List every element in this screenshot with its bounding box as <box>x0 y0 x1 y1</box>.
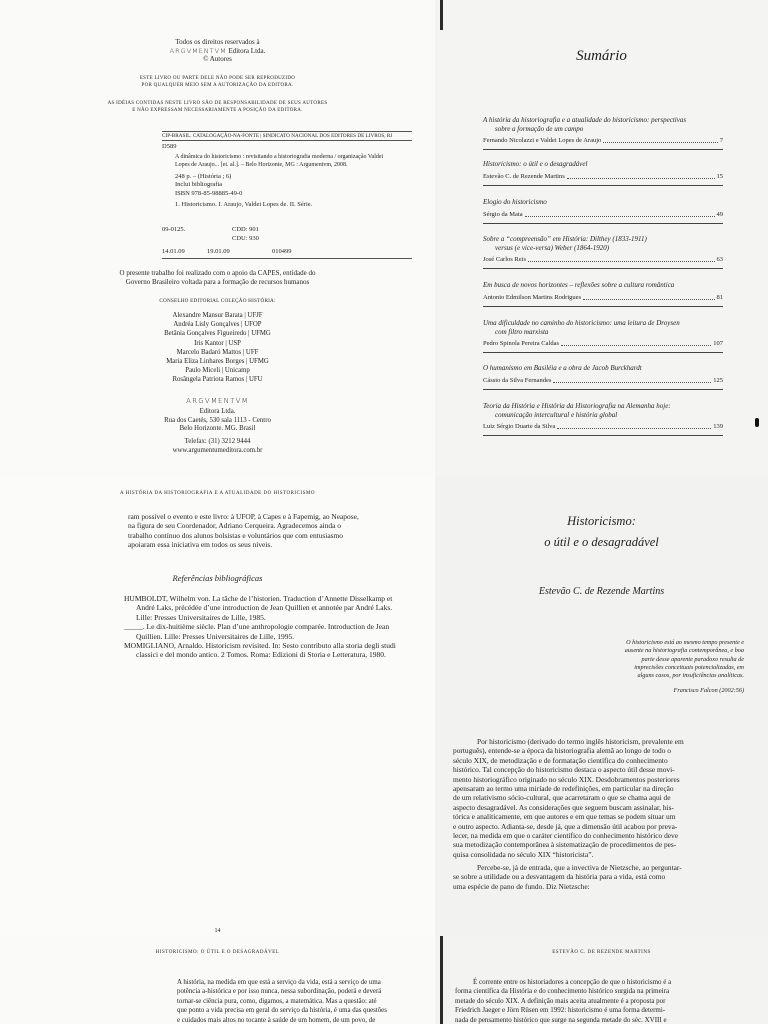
board-member: Rosângela Patriota Ramos | UFU <box>172 376 263 384</box>
publisher-logo-bottom: ARGVMENTVM <box>186 397 249 405</box>
toc-entry-subtitle: versus (e vice-versa) Weber (1864-1920) <box>495 243 610 252</box>
toc-rule <box>483 223 723 224</box>
chapter-paragraph-1 <box>453 737 729 859</box>
contents-title: Sumário <box>576 48 627 64</box>
text-line: que ponto a vida precisa em geral do serviço da história, é uma das questões <box>177 1007 387 1015</box>
toc-entry-page: 15 <box>716 172 723 180</box>
support-note <box>0 269 435 287</box>
text-line: Friedrich Jaeger e Jörn Rüsen em 1992: historicismo é uma forma determi- <box>455 1006 666 1015</box>
toc-entry-subtitle: sobre a formação de um campo <box>495 124 584 133</box>
text-line: apoiaram essa iniciativa em todos os seus níveis. <box>128 540 273 550</box>
cip-line: ISBN 978-85-98885-49-0 <box>175 189 243 197</box>
chapter-title-line2: o útil e o desagradável <box>544 535 659 549</box>
toc-leader-dots <box>567 173 715 179</box>
cip-code: D589 <box>162 143 177 150</box>
reference-entry: _____. Le dix-huitième siècle. Plan d’une anthropologie comparée. Introduction de Jean Quillien. Lille: Presses Universitaires de Lille, 1995. <box>124 622 390 641</box>
text-line: e outro aspecto. Adianta-se, desde já, que a dimensão útil acabou por preva- <box>453 821 678 831</box>
toc-entry-author: Luiz Sérgio Duarte da Silva <box>483 423 556 431</box>
toc-rule <box>483 306 723 307</box>
notice-reproduction <box>0 75 435 89</box>
toc-entry-row <box>483 137 723 145</box>
toc-leader-dots <box>603 137 717 143</box>
toc-entry-author: Sérgio da Mata <box>483 210 523 218</box>
chapter-opening-page <box>435 476 768 936</box>
text-line: português), entende-se a época da historiografia alemã ao longo de todo o <box>453 746 671 756</box>
notice2-line2: E NÃO EXPRESSAM NECESSARIAMENTE A POSIÇÃO DA EDITORA. <box>132 108 303 113</box>
text-page <box>435 936 768 1024</box>
binding-edge <box>440 0 443 30</box>
text-line: século XIX, de metodização e de formatação científica do conhecimento <box>453 755 668 765</box>
toc-entry <box>483 160 723 186</box>
text-line: ram possível o evento e este livro: à UFOP, à Capes e à Fapemig, ao Neapose, <box>128 512 359 521</box>
cdd: CDD: 901 <box>232 226 259 233</box>
cip-record <box>175 153 425 209</box>
reference-entry: MOMIGLIANO, Arnaldo. Historicism revisited. In: Sesto contributo alla storia degli studi classici e del mondo antico. 2 Tomos. Roma: Edizioni di Storia e Letteratura, 1980. <box>124 641 396 660</box>
text-line: lecer, na medida em que o caráter científico do conhecimento histórico deve <box>453 831 679 841</box>
address-line1: Rua dos Caetés, 530 sala 1113 - Centro <box>164 416 271 424</box>
acknowledgements-paragraph <box>128 512 400 550</box>
board-member: Iris Kantor | USP <box>194 339 241 347</box>
references-title: Referências bibliográficas <box>172 573 263 583</box>
toc-entry-row <box>483 256 723 264</box>
cip-header: CIP-BRASIL. CATALOGAÇÃO-NA-FONTE | SINDICATO NACIONAL DOS EDITORES DE LIVROS, RJ <box>162 133 393 139</box>
toc-entry-subtitle: comunicação intercultural e história global <box>495 410 618 419</box>
toc-entry-author: Fernando Nicolazzi e Valdei Lopes de Araujo <box>483 137 602 145</box>
text-line: potência a-histórica e por isso nunca, nessa subordinação, poderá e deverá <box>177 988 382 996</box>
epigraph-author: Francisco Falcon (2002:56) <box>673 687 744 694</box>
date2: 19.01.09 <box>207 248 230 255</box>
rights-line: Todos os direitos reservados à <box>175 38 260 46</box>
reference-entry: HUMBOLDT, Wilhelm von. La tâche de l’historien. Traduction d’Annette Disselkamp et André Laks, précédée d’une introduction de Jean Quillien et annotée par André Laks. Lille: Presses Universitaires de Lille, 1985. <box>124 594 393 622</box>
notice1-line1: ESTE LIVRO OU PARTE DELE NÃO PODE SER REPRODUZIDO <box>139 76 296 81</box>
notice1-line2: POR QUALQUER MEIO SEM A AUTORIZAÇÃO DA EDITORA. <box>141 83 294 88</box>
publisher-name: Editora Ltda. <box>199 408 236 415</box>
toc-entry-page: 7 <box>719 137 723 145</box>
text-line: mento historiográfico originado no século XIX. Desdobramentos posteriores <box>453 774 680 784</box>
rights-block <box>0 38 435 64</box>
toc-rule <box>483 149 723 150</box>
toc-rule <box>483 185 723 186</box>
cip-line: A dinâmica do historicismo : revisitando a historiografia moderna / organização Valdei <box>175 154 384 160</box>
website: www.argumentumeditora.com.br <box>172 446 263 454</box>
cip-number: 09-0125. <box>162 226 186 233</box>
toc-entry-title: Teoria da História e História da Historiografia na Alemanha hoje: <box>483 402 671 410</box>
text-line: apensaram ao termo uma miríade de redefinições, em particular na direção <box>453 784 674 794</box>
cdu: CDU: 930 <box>232 235 259 242</box>
cip-line: 1. Historicismo. I. Araujo, Valdei Lopes de. II. Série. <box>175 201 313 209</box>
epigraph <box>574 639 744 680</box>
support-line2: Governo Brasileiro voltada para a formação de recursos humanos <box>125 278 310 286</box>
toc-entry-page: 125 <box>713 376 723 384</box>
toc-leader-dots <box>561 340 711 346</box>
board-member: Marcelo Badaró Mattos | UFF <box>176 348 259 356</box>
board-member: Maria Eliza Linhares Borges | UFMG <box>166 358 269 366</box>
publisher-logo: ARGVMENTVM <box>169 46 227 55</box>
toc-entry <box>483 319 723 353</box>
phone: Telefax: (31) 3212 9444 <box>184 438 251 446</box>
text-line: nada de pensamento histórico que surge na segunda metade do séc. XVIII e <box>455 1015 667 1024</box>
toc-entry-title: Uma dificuldade no caminho do historicismo: uma leitura de Droysen <box>483 319 680 327</box>
cip-line: Inclui bibliografia <box>175 181 223 189</box>
chapter-author: Estevão C. de Rezende Martins <box>538 586 665 597</box>
text-line: forma científica da História e do conhecimento histórico surgida na primeira <box>455 987 670 996</box>
text-line: sua metodização contemporânea à sistematização de procedimentos de pes- <box>453 840 677 850</box>
text-line: Por historicismo (derivado do termo inglês historicism, prevalente em <box>477 737 684 746</box>
text-line: trabalho contínuo dos alunos bolsistas e voluntários que com entusiasmo <box>128 530 343 540</box>
toc-entry-page: 107 <box>713 340 723 348</box>
cip-rule-end <box>162 258 412 259</box>
text-line: de um relativismo sócio-cultural, que acarretaram o que se chama aqui de <box>453 793 671 803</box>
cip-rule-top <box>162 131 412 132</box>
toc-entry-title: O humanismo em Basiléia e a obra de Jacob Burckhardt <box>483 364 642 372</box>
board-member: Andréa Lisly Gonçalves | UFOP <box>173 321 262 329</box>
chapter-title-line1: Historicismo: <box>567 514 636 528</box>
toc-leader-dots <box>583 294 714 300</box>
toc-entry-row <box>483 173 723 181</box>
toc-entry <box>483 281 723 307</box>
running-head: A HISTÓRIA DA HISTORIOGRAFIA E A ATUALIDADE DO HISTORICISMO <box>120 491 315 496</box>
text-line: Percebe-se, já de entrada, que a invectiva de Nietzsche, ao perguntar- <box>477 863 682 872</box>
publisher-line <box>0 47 435 56</box>
toc-entry-author: Antonio Edmilson Martins Rodrigues <box>483 293 582 301</box>
toc-entry-title: Elogio do historicismo <box>483 198 547 206</box>
toc-entry-row <box>483 423 723 431</box>
toc-entry-page: 139 <box>713 423 723 431</box>
toc-entry-author: Pedro Spinola Pereira Caldas <box>483 340 559 348</box>
toc-leader-dots <box>553 377 711 383</box>
references-page <box>0 476 435 936</box>
toc-rule <box>483 352 723 353</box>
toc-entry-row <box>483 377 723 385</box>
toc-entry <box>483 402 723 436</box>
toc-entry-page: 49 <box>716 210 723 218</box>
toc-entry-row <box>483 294 723 302</box>
toc-entry <box>483 235 723 269</box>
contents-page <box>435 0 768 476</box>
epigraph-line: imprecisões conceituais potencializadas, em <box>634 663 744 671</box>
toc-rule <box>483 268 723 269</box>
text-line: aspecto desagradável. As considerações que seguem buscam assinalar, his- <box>453 802 674 812</box>
text-line: tornar-se ciência pura, como, digamos, a matemática. Mas a questão: até <box>177 997 377 1005</box>
text-line: histórico. Tal concepção do historicismo destaca o aspecto útil desse movi- <box>453 765 675 775</box>
copyright-line: © Autores <box>203 55 232 63</box>
text-line: quisa consolidada no século XIX “historicista”. <box>453 849 594 859</box>
notice2-line1: AS IDÉIAS CONTIDAS NESTE LIVRO SÃO DE RESPONSABILIDADE DE SEUS AUTORES <box>107 101 328 106</box>
nietzsche-quote <box>177 978 407 1024</box>
epigraph-line: alguns casos, por insuficiências analíticas. <box>637 672 744 680</box>
toc-entry-row <box>483 340 723 348</box>
toc-entry-title: A história da historiografia e a atualidade do historicismo: perspectivas <box>483 116 687 124</box>
board-member: Alexandre Mansur Barata | UFJF <box>172 312 263 319</box>
control-code: 010499 <box>272 248 292 255</box>
toc-entry <box>483 364 723 390</box>
text-line: e cuidados mais altos no tocante à saúde de um homem, de um povo, de <box>177 1016 376 1024</box>
toc-entry <box>483 116 723 150</box>
text-line: uma espécie de pano de fundo. Diz Nietzsche: <box>453 881 590 891</box>
toc-rule <box>483 389 723 390</box>
running-head: HISTORICISMO: O ÚTIL E O DESAGRADÁVEL <box>155 950 280 955</box>
text-line: na figura de seu Coordenador, Adriano Cerqueira. Agradecemos ainda o <box>128 521 341 531</box>
address-line2: Belo Horizonte. MG. Brasil <box>179 425 256 433</box>
text-line: tórica e analiticamente, em que autores e em que temas se podem situar um <box>453 812 676 822</box>
editorial-board-title: CONSELHO EDITORIAL COLEÇÃO HISTÓRIA: <box>159 298 276 304</box>
board-member: Betânia Gonçalves Figueiredo | UFMG <box>164 330 271 338</box>
date1: 14.01.09 <box>162 248 185 255</box>
scan-mark <box>755 418 759 427</box>
chapter-paragraph-2 <box>453 863 729 891</box>
running-head: ESTEVÃO C. DE REZENDE MARTINS <box>552 950 651 955</box>
toc-entry-author: Estevão C. de Rezende Martins <box>483 172 565 180</box>
toc-entry-title: Sobre a “compreensão” em História: Dilthey (1833-1911) <box>483 235 647 243</box>
toc-entry-page: 81 <box>716 293 723 301</box>
toc-entry-title: Historicismo: o útil e o desagradável <box>483 160 588 168</box>
toc-entry-row <box>483 211 723 219</box>
publisher-address <box>0 408 435 456</box>
board-member: Paulo Miceli | Unicamp <box>185 367 250 375</box>
text-line: A história, na medida em que está a serviço da vida, está a serviço de uma <box>177 979 381 986</box>
toc-entry-author: Cássio da Silva Fernandes <box>483 376 552 384</box>
copyright-page <box>0 0 435 476</box>
toc-leader-dots <box>525 211 715 217</box>
body-paragraph <box>455 978 735 1024</box>
toc-entry-page: 63 <box>716 256 723 264</box>
text-line: metade do século XIX. A definição mais aceita atualmente é a proposta por <box>455 996 666 1005</box>
editorial-board-list <box>0 311 435 385</box>
text-line: É corrente entre os historiadores a concepção de que o historicismo é a <box>473 978 672 986</box>
support-line1: O presente trabalho foi realizado com o apoio da CAPES, entidade do <box>119 269 316 277</box>
toc-leader-dots <box>528 256 715 262</box>
toc-entry-title: Em busca de novos horizontes – reflexões sobre a cultura romântica <box>483 281 675 289</box>
toc-rule <box>483 435 723 436</box>
epigraph-line: parte desse aparente paradoxo resulta de <box>641 655 744 663</box>
toc-entry-author: José Carlos Reis <box>483 256 526 264</box>
quote-page <box>0 936 435 1024</box>
page-number: 14 <box>214 928 221 934</box>
cip-rule-bottom <box>162 140 412 141</box>
cip-line: Lopes de Araujo... [et. al.]. – Belo Horizonte, MG : Argumentvm, 2008. <box>175 162 348 169</box>
epigraph-line: ausente na historiografia contemporânea, e boa <box>624 647 744 655</box>
cip-line: 248 p. – (História ; 6) <box>175 172 232 180</box>
epigraph-line: O historicismo está ao mesmo tempo presente e <box>626 639 744 646</box>
toc-entry-subtitle: com filtro marxista <box>495 327 549 336</box>
references-list <box>124 594 408 660</box>
publisher-suffix: Editora Ltda. <box>228 46 266 55</box>
toc-leader-dots <box>557 423 711 429</box>
notice-responsibility <box>0 100 435 114</box>
text-line: se sobre a utilidade ou a desvantagem da história para a vida, está como <box>453 872 666 882</box>
toc-entry <box>483 198 723 224</box>
